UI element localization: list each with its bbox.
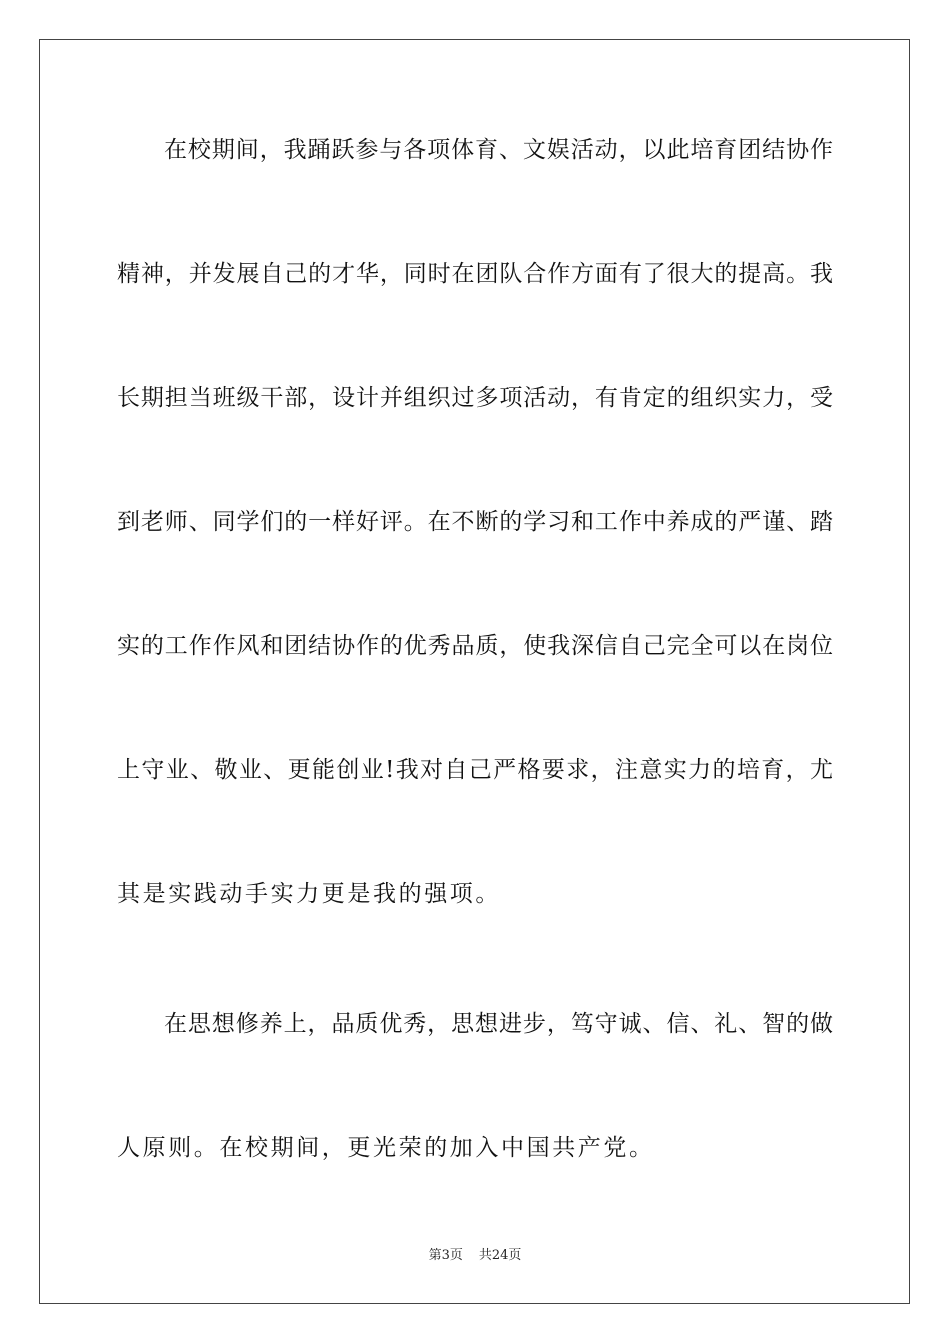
paragraph-1-line-7: 其是实践动手实力更是我的强项。 (117, 881, 501, 907)
paragraph-1-line-6: 上守业、敬业、更能创业!我对自己严格要求，注意实力的培育，尤 (117, 757, 833, 783)
total-page-count: 共24页 (478, 1248, 522, 1263)
paragraph-2-line-1: 在思想修养上，品质优秀，思想进步，笃守诚、信、礼、智的做 (164, 1011, 833, 1037)
paragraph-1-line-3: 长期担当班级干部，设计并组织过多项活动，有肯定的组织实力，受 (117, 385, 833, 411)
paragraph-1-line-1: 在校期间，我踊跃参与各项体育、文娱活动，以此培育团结协作 (164, 137, 833, 163)
page-footer (0, 1247, 950, 1265)
paragraph-2-line-2: 人原则。在校期间，更光荣的加入中国共产党。 (117, 1135, 655, 1161)
current-page-number: 第3页 (428, 1248, 463, 1263)
page-border (39, 39, 910, 1304)
paragraph-1-line-2: 精神，并发展自己的才华，同时在团队合作方面有了很大的提高。我 (117, 261, 833, 287)
paragraph-1-line-4: 到老师、同学们的一样好评。在不断的学习和工作中养成的严谨、踏 (117, 509, 833, 535)
paragraph-1-line-5: 实的工作作风和团结协作的优秀品质，使我深信自己完全可以在岗位 (117, 633, 833, 659)
